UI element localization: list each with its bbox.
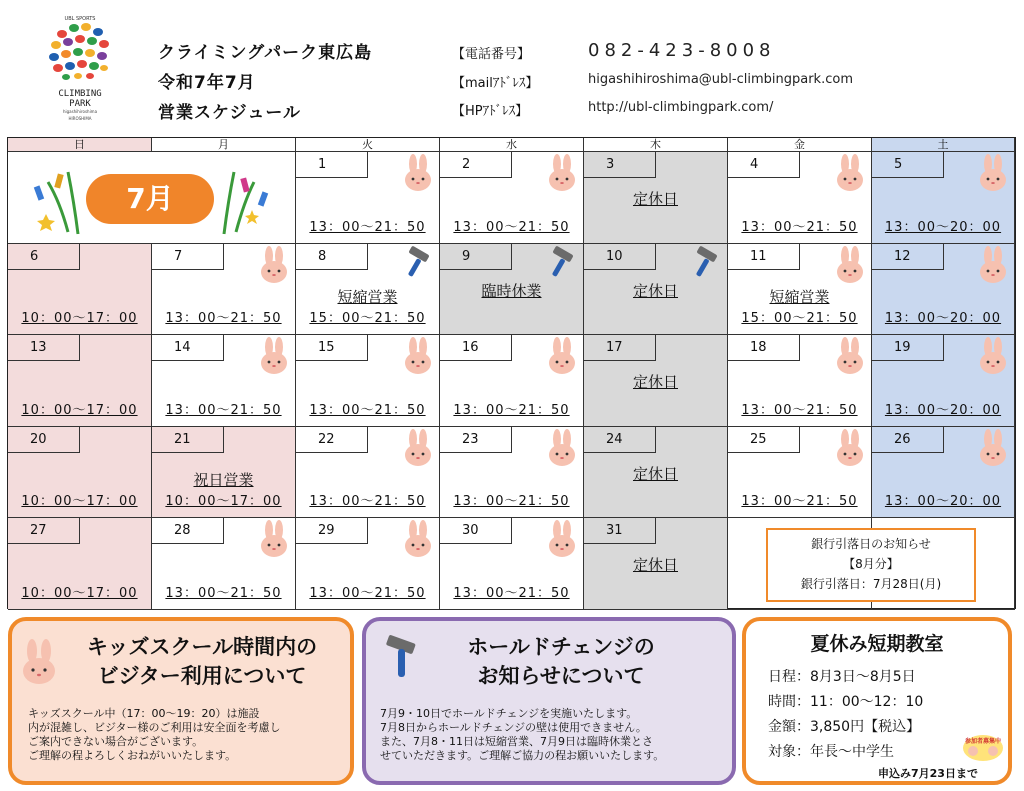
- business-hours: 13：00～21：50: [165, 311, 282, 326]
- day-number: 5: [872, 152, 944, 178]
- participant-stamp-icon: [962, 733, 1004, 763]
- hold-notice-line-1: 7月9・10日でホールドチェンジを実施いたします。: [380, 707, 638, 720]
- month-badge: 7月: [86, 174, 214, 224]
- svg-text:higashihiroshima: higashihiroshima: [62, 109, 98, 114]
- business-hours: 13：00～20：00: [884, 494, 1002, 509]
- svg-text:HIROSHIMA: HIROSHIMA: [68, 116, 92, 121]
- day-note: 臨時休業: [481, 281, 542, 300]
- day-number: 22: [296, 427, 368, 453]
- rabbit-icon: [259, 246, 289, 288]
- day-number: 13: [8, 335, 80, 361]
- kids-notice-title-2: ビジター利用について: [97, 664, 307, 688]
- summer-class-time: 時間：11：00～12：10: [768, 694, 924, 710]
- business-hours: 10：00～17：00: [21, 494, 138, 509]
- rabbit-icon: [835, 246, 865, 288]
- bank-notice: [766, 528, 976, 602]
- day-number: 12: [872, 244, 944, 270]
- rabbit-icon: [403, 154, 433, 196]
- phone-number: 082-423-8008: [588, 40, 776, 61]
- rabbit-icon: [978, 429, 1008, 471]
- calendar-day-18: [728, 335, 872, 427]
- weekday-header-6: 土: [872, 138, 1015, 152]
- rabbit-icon: [835, 154, 865, 196]
- day-number: 25: [728, 427, 800, 453]
- rabbit-icon: [547, 429, 577, 471]
- kids-notice-line-4: ご理解の程よろしくおねがいいたします。: [28, 749, 237, 762]
- day-number: 23: [440, 427, 512, 453]
- day-note: 定休日: [632, 190, 678, 208]
- business-hours: 15：00～21：50: [741, 311, 858, 326]
- rabbit-icon: [403, 429, 433, 471]
- day-note: 定休日: [632, 464, 678, 483]
- day-number: 30: [440, 518, 512, 544]
- rabbit-icon: [835, 429, 865, 471]
- facility-name: クライミングパーク東広島: [158, 43, 373, 63]
- month-title: 令和7年7月: [158, 73, 256, 93]
- business-hours: 13：00～21：50: [741, 494, 858, 509]
- climbing-park-logo: [40, 12, 120, 130]
- day-note: 短縮営業: [769, 287, 830, 306]
- day-number: 10: [584, 244, 656, 270]
- rabbit-icon: [978, 154, 1008, 196]
- calendar-day-8: [296, 244, 440, 336]
- business-hours: 13：00～21：50: [453, 402, 570, 418]
- day-number: 16: [440, 335, 512, 361]
- business-hours: 13：00～20：00: [884, 219, 1002, 235]
- day-number: 20: [8, 427, 80, 453]
- svg-text:PARK: PARK: [69, 99, 91, 109]
- kids-notice-line-1: キッズスクール中（17：00～19：20）は施設: [28, 707, 260, 720]
- calendar-day-22: [296, 427, 440, 519]
- calendar-day-24: [584, 427, 728, 519]
- calendar-day-28: [152, 518, 296, 610]
- bank-notice-month: 【8月分】: [843, 557, 899, 571]
- weekday-header-2: 火: [296, 138, 440, 152]
- mail-label: 【mailｱﾄﾞﾚｽ】: [452, 76, 539, 91]
- business-hours: 13：00～21：50: [309, 585, 426, 601]
- day-note: 短縮営業: [337, 287, 398, 306]
- day-note: 定休日: [632, 281, 678, 300]
- business-hours: 13：00～21：50: [309, 402, 426, 418]
- business-hours: 13：00～20：00: [884, 402, 1002, 418]
- schedule-title: 営業スケジュール: [158, 103, 301, 123]
- calendar-day-3: [584, 152, 728, 244]
- summer-class-deadline: 申込み7月23日まで: [878, 767, 978, 780]
- day-note: 定休日: [632, 373, 678, 391]
- calendar-day-16: [440, 335, 584, 427]
- day-number: 8: [296, 244, 368, 270]
- rabbit-icon: [978, 337, 1008, 379]
- day-number: 27: [8, 518, 80, 544]
- rabbit-icon: [978, 246, 1008, 288]
- calendar-day-13: [8, 335, 152, 427]
- calendar-day-2: [440, 152, 584, 244]
- hp-label: 【HPｱﾄﾞﾚｽ】: [452, 104, 529, 119]
- summer-class-price: 金額：3,850円【税込】: [768, 719, 921, 735]
- calendar-day-9: [440, 244, 584, 336]
- calendar-day-4: [728, 152, 872, 244]
- calendar-day-15: [296, 335, 440, 427]
- bank-notice-date: 銀行引落日：7月28日(月): [800, 577, 942, 591]
- calendar-day-5: [872, 152, 1015, 244]
- hammer-icon: [693, 246, 721, 282]
- calendar-day-26: [872, 427, 1015, 519]
- calendar-day-14: [152, 335, 296, 427]
- day-number: 28: [152, 518, 224, 544]
- calendar-day-19: [872, 335, 1015, 427]
- business-hours: 13：00～21：50: [165, 585, 282, 601]
- calendar-day-25: [728, 427, 872, 519]
- day-number: 26: [872, 427, 944, 453]
- summer-class-title: 夏休み短期教室: [810, 633, 944, 655]
- svg-text:参加者募集中: 参加者募集中: [964, 738, 1002, 745]
- business-hours: 10：00～17：00: [165, 494, 282, 509]
- business-hours: 15：00～21：50: [309, 311, 426, 326]
- day-number: 3: [584, 152, 656, 178]
- bank-notice-title: 銀行引落日のお知らせ: [811, 537, 931, 551]
- day-number: 18: [728, 335, 800, 361]
- day-number: 11: [728, 244, 800, 270]
- hold-notice-line-4: せていただきます。ご理解ご協力の程お願いいたします。: [380, 749, 665, 762]
- hold-notice-title-1: ホールドチェンジの: [467, 635, 655, 659]
- day-number: 7: [152, 244, 224, 270]
- mail-address[interactable]: higashihiroshima@ubl-climbingpark.com: [588, 72, 853, 87]
- hold-notice-title-2: お知らせについて: [477, 664, 645, 688]
- hold-change-notice: [362, 617, 736, 785]
- rabbit-icon: [403, 337, 433, 379]
- business-hours: 13：00～21：50: [453, 219, 570, 235]
- hammer-icon: [384, 633, 420, 683]
- business-hours: 13：00～21：50: [741, 402, 858, 418]
- hp-address[interactable]: http://ubl-climbingpark.com/: [588, 100, 774, 115]
- business-hours: 10：00～17：00: [21, 402, 138, 418]
- business-hours: 13：00～21：50: [309, 219, 426, 235]
- day-number: 9: [440, 244, 512, 270]
- rabbit-icon: [403, 520, 433, 562]
- calendar-day-27: [8, 518, 152, 610]
- weekday-header-4: 木: [584, 138, 728, 152]
- calendar-day-20: [8, 427, 152, 519]
- phone-label: 【電話番号】: [452, 47, 531, 62]
- day-number: 17: [584, 335, 656, 361]
- day-note: 祝日営業: [193, 470, 254, 489]
- calendar-day-7: [152, 244, 296, 336]
- svg-text:CLIMBING: CLIMBING: [58, 89, 102, 99]
- day-number: 14: [152, 335, 224, 361]
- rabbit-icon: [547, 154, 577, 196]
- calendar-day-29: [296, 518, 440, 610]
- weekday-header-3: 水: [440, 138, 584, 152]
- day-number: 19: [872, 335, 944, 361]
- rabbit-icon: [547, 520, 577, 562]
- tanabata-decoration-icon: [8, 152, 294, 242]
- day-number: 4: [728, 152, 800, 178]
- kids-notice-title-1: キッズスクール時間内の: [86, 635, 318, 659]
- calendar-day-11: [728, 244, 872, 336]
- summer-class-date: 日程：8月3日～8月5日: [768, 669, 916, 685]
- calendar-day-23: [440, 427, 584, 519]
- summer-class-notice: [742, 617, 1012, 785]
- business-hours: 13：00～21：50: [309, 494, 426, 509]
- hammer-icon: [549, 246, 577, 282]
- business-hours: 13：00～21：50: [453, 585, 570, 601]
- day-number: 6: [8, 244, 80, 270]
- business-hours: 13：00～21：50: [453, 494, 570, 509]
- business-hours: 13：00～21：50: [165, 402, 282, 418]
- svg-text:UBL SPORTS: UBL SPORTS: [64, 16, 96, 22]
- rabbit-icon: [259, 337, 289, 379]
- calendar-day-6: [8, 244, 152, 336]
- calendar-day-31: [584, 518, 728, 610]
- calendar-day-1: [296, 152, 440, 244]
- kids-notice-line-2: 内が混雑し、ビジター様のご利用は安全面を考慮し: [28, 721, 281, 734]
- calendar-day-30: [440, 518, 584, 610]
- rabbit-icon: [835, 337, 865, 379]
- day-number: 29: [296, 518, 368, 544]
- weekday-header-0: 日: [8, 138, 152, 152]
- kids-school-notice: [8, 617, 354, 785]
- business-hours: 13：00～21：50: [741, 219, 858, 235]
- month-banner-cell: [8, 152, 296, 244]
- calendar-day-12: [872, 244, 1015, 336]
- hammer-icon: [405, 246, 433, 282]
- business-hours: 10：00～17：00: [21, 311, 138, 326]
- day-note: 定休日: [632, 556, 678, 574]
- rabbit-icon: [547, 337, 577, 379]
- summer-class-target: 対象：年長～中学生: [768, 744, 894, 760]
- day-number: 21: [152, 427, 224, 453]
- kids-notice-line-3: ご案内できない場合がございます。: [28, 735, 204, 748]
- calendar-day-10: [584, 244, 728, 336]
- weekday-header-1: 月: [152, 138, 296, 152]
- day-number: 15: [296, 335, 368, 361]
- day-number: 24: [584, 427, 656, 453]
- calendar-day-21: [152, 427, 296, 519]
- day-number: 1: [296, 152, 368, 178]
- business-hours: 10：00～17：00: [21, 585, 138, 601]
- hold-notice-line-2: 7月8日からホールドチェンジの壁は使用できません。: [380, 721, 647, 734]
- calendar-day-17: [584, 335, 728, 427]
- day-number: 31: [584, 518, 656, 544]
- day-number: 2: [440, 152, 512, 178]
- rabbit-icon: [259, 520, 289, 562]
- business-hours: 13：00～20：00: [884, 311, 1002, 326]
- weekday-header-5: 金: [728, 138, 872, 152]
- hold-notice-line-3: また、7月8・11日は短縮営業、7月9日は臨時休業とさ: [380, 735, 653, 748]
